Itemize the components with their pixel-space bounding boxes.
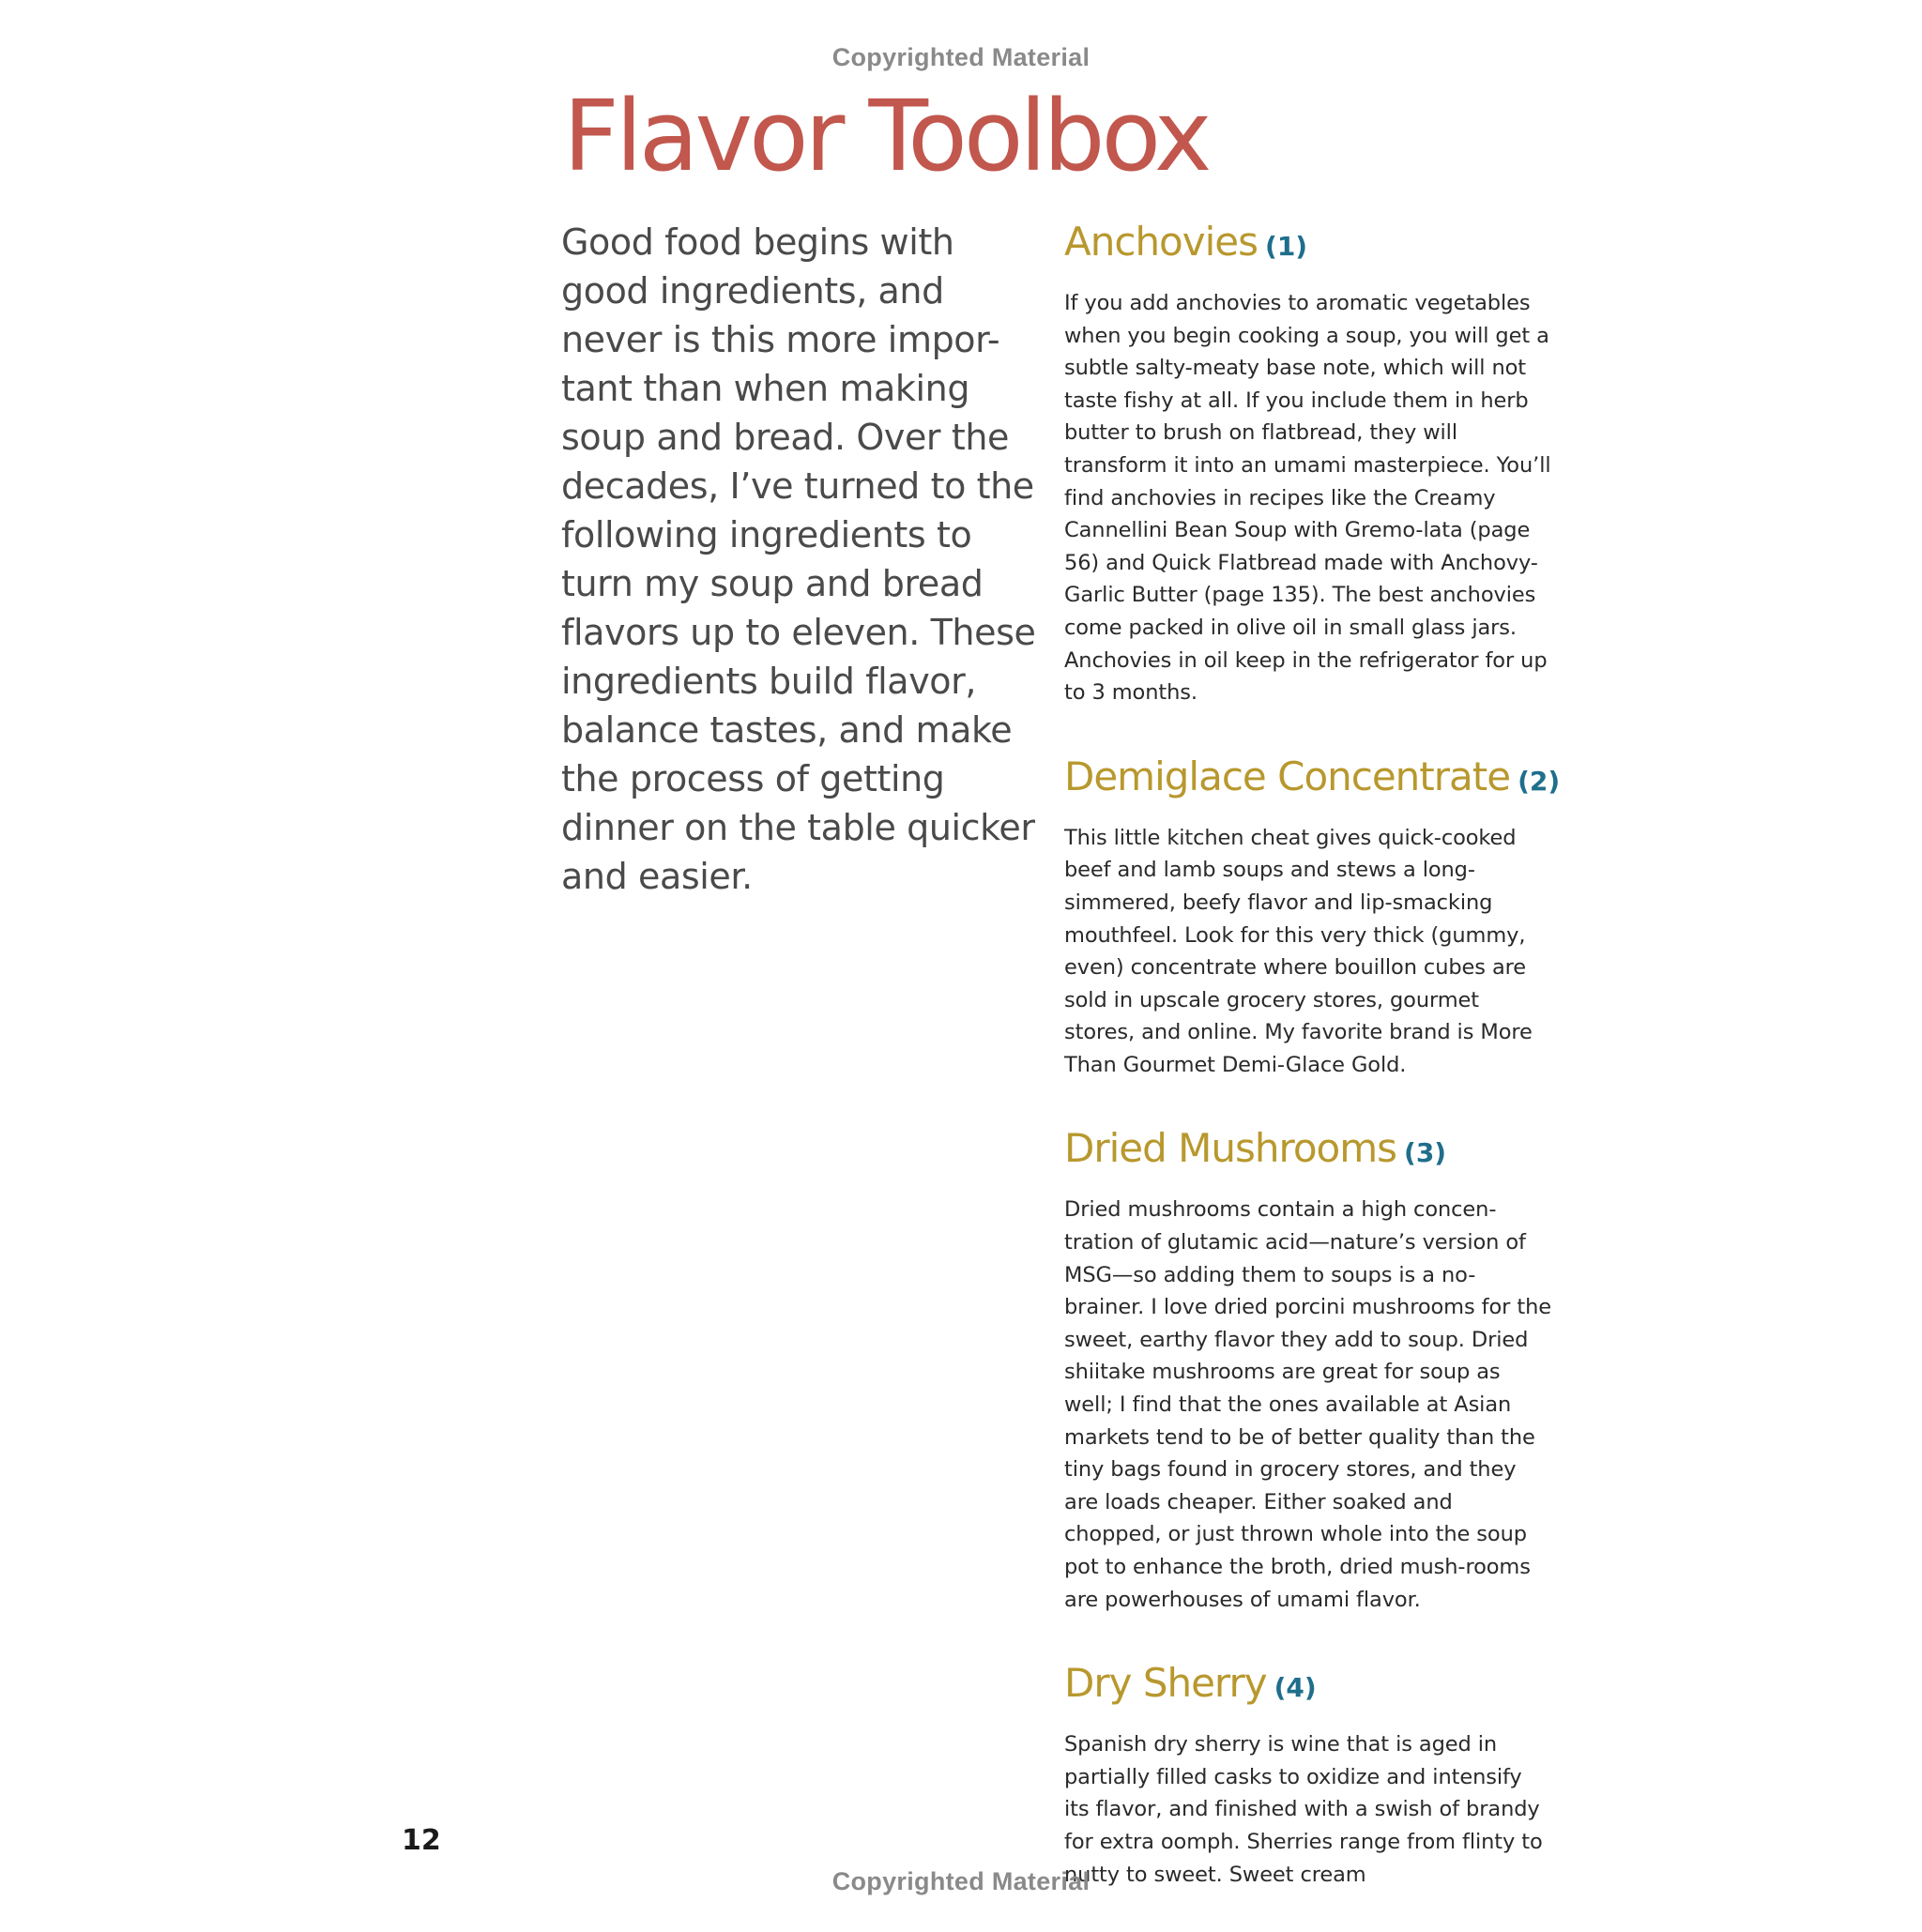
- copyright-watermark-top: Copyrighted Material: [831, 43, 1091, 71]
- entry-name: Demiglace Concentrate: [1064, 753, 1511, 799]
- ingredient-list: [1064, 216, 1561, 1932]
- entry-dried-mushrooms: [1064, 1122, 1552, 1616]
- entry-heading: [1064, 1657, 1552, 1710]
- entry-anchovies: [1064, 216, 1552, 709]
- entry-body: If you add anchovies to aromatic vegetables when you begin cooking a soup, you will get a subtle salty-meaty base note, which will not taste fishy at all. If you include them in herb butter to brush on flatbread, they will transform it into an umami masterpiece. You’ll find anchovies in recipes like the Creamy Cannellini Bean Soup with Gremo-lata (page 56) and Quick Flatbread made with Anchovy-Garlic Butter (page 135). The best anchovies come packed in olive oil in small glass jars. Anchovies in oil keep in the refrigerator for up to 3 months.: [1064, 291, 1551, 706]
- entry-body: Dried mushrooms contain a high concen-tration of glutamic acid—nature’s version of MSG—so adding them to soups is a no-brainer. I love dried porcini mushrooms for the sweet, earthy flavor they add to soup. Dried shiitake mushrooms are great for soup as well; I find that the ones available at Asian markets tend to be of better quality than the tiny bags found in grocery stores, and they are loads cheaper. Either soaked and chopped, or just thrown whole into the soup pot to enhance the broth, dried mush-rooms are powerhouses of umami flavor.: [1064, 1197, 1551, 1612]
- entry-name: Dry Sherry: [1064, 1660, 1267, 1707]
- entry-demiglace: [1064, 751, 1561, 1082]
- entry-body: Spanish dry sherry is wine that is aged in partially filled casks to oxidize and intensify its flavor, and finished with a swish of brandy for extra oomph. Sherries range from flinty to nutty to sweet. Sweet cream: [1064, 1732, 1543, 1887]
- entry-body: This little kitchen cheat gives quick-cooked beef and lamb soups and stews a long-simmered, beefy flavor and lip-smacking mouthfeel. Look for this very thick (gummy, even) concentrate where bouillon cubes are sold in upscale grocery stores, gourmet stores, and online. My favorite brand is More Than Gourmet Demi-Glace Gold.: [1064, 825, 1533, 1077]
- entry-number: (2): [1518, 765, 1561, 797]
- entry-heading: [1064, 216, 1552, 268]
- page-title: Flavor Toolbox: [563, 79, 1209, 193]
- page-number: 12: [402, 1824, 441, 1857]
- copyright-watermark-bottom: Copyrighted Material: [831, 1867, 1091, 1895]
- intro-paragraph: Good food begins with good ingredients, and never is this more impor-tant than when making soup and bread. Over the decades, I’ve turned to the following ingredients to turn my soup and bread flavors up to eleven. These ingredients build flavor, balance tastes, and make the process of getting dinner on the table quicker and easier.: [561, 221, 1036, 897]
- entry-name: Anchovies: [1064, 219, 1258, 265]
- entry-number: (3): [1404, 1137, 1447, 1169]
- entry-name: Dried Mushrooms: [1064, 1125, 1397, 1172]
- entry-heading: [1064, 1122, 1552, 1175]
- entry-heading: [1064, 751, 1561, 803]
- entry-number: (1): [1265, 231, 1308, 262]
- entry-dry-sherry: [1064, 1657, 1552, 1891]
- entry-number: (4): [1274, 1672, 1317, 1704]
